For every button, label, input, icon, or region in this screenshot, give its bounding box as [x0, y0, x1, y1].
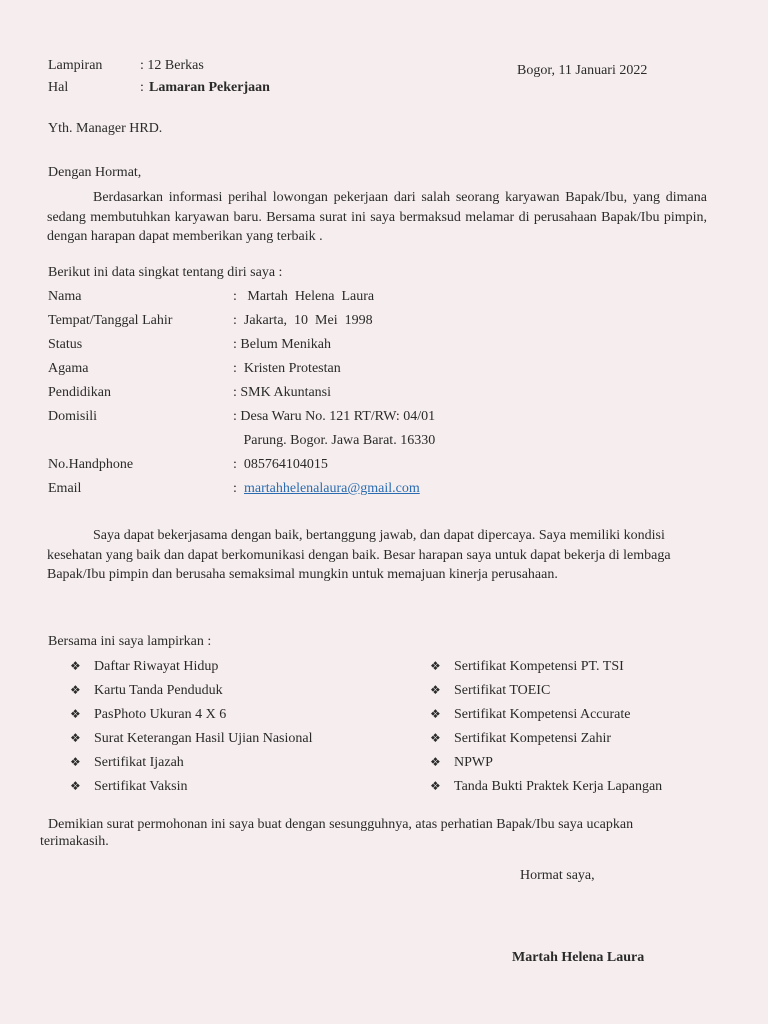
personal-data-row: [48, 337, 548, 357]
attachment-label: PasPhoto Ukuran 4 X 6: [94, 707, 227, 722]
personal-data-label: Pendidikan: [48, 385, 111, 400]
attachment-label: Sertifikat Vaksin: [94, 779, 188, 794]
personal-data-row: [48, 457, 548, 477]
email-row: [48, 481, 548, 501]
closing-line-1: Demikian surat permohonan ini saya buat dengan sesungguhnya, atas perhatian Bapak/Ibu saya ucapkan: [48, 817, 634, 832]
personal-data-label: Domisili: [48, 409, 98, 424]
closing-line-2: terimakasih.: [40, 834, 109, 849]
attachment-label: Sertifikat Ijazah: [94, 755, 184, 770]
attachment-item: [70, 755, 390, 775]
attachment-item: [70, 731, 390, 751]
personal-data-value: Parung. Bogor. Jawa Barat. 16330: [233, 433, 436, 448]
lampiran-value: : 12 Berkas: [140, 58, 204, 73]
intro-paragraph: Berdasarkan informasi perihal lowongan pekerjaan dari salah seorang karyawan Bapak/Ibu, yang dimana sedang membutuhkan karyawan baru. Bersama surat ini saya bermaksud melamar di perusahaan Bapak/Ibu pimpin, dengan harapan dapat memberikan yang terbaik .: [47, 190, 707, 244]
personal-data-row: [48, 289, 548, 309]
personal-data-row: [48, 313, 548, 333]
diamond-bullet-icon: ❖: [70, 683, 81, 697]
personal-data-row: [48, 361, 548, 381]
diamond-bullet-icon: ❖: [430, 731, 441, 745]
lampiran-label: Lampiran: [48, 58, 103, 73]
attachment-item: [430, 683, 750, 703]
attachment-item: [70, 707, 390, 727]
attachment-item: [430, 779, 750, 799]
attachment-item: [70, 659, 390, 679]
diamond-bullet-icon: ❖: [430, 755, 441, 769]
personal-data-value: : Jakarta, 10 Mei 1998: [233, 313, 373, 328]
attachment-label: Surat Keterangan Hasil Ujian Nasional: [94, 731, 313, 746]
email-link[interactable]: martahhelenalaura@gmail.com: [244, 481, 420, 496]
personal-data-label: Nama: [48, 289, 82, 304]
attachments-intro: Bersama ini saya lampirkan :: [48, 634, 212, 649]
data-intro: Berikut ini data singkat tentang diri saya :: [48, 265, 283, 280]
personal-data-value: : Kristen Protestan: [233, 361, 341, 376]
sign-off: Hormat saya,: [520, 868, 595, 883]
personal-data-label: Tempat/Tanggal Lahir: [48, 313, 173, 328]
personal-data-value: : 085764104015: [233, 457, 328, 472]
diamond-bullet-icon: ❖: [70, 659, 81, 673]
personal-data-value: : Belum Menikah: [233, 337, 331, 352]
place-date: Bogor, 11 Januari 2022: [517, 63, 648, 78]
diamond-bullet-icon: ❖: [430, 659, 441, 673]
attachment-item: [430, 755, 750, 775]
attachment-label: Sertifikat TOEIC: [454, 683, 551, 698]
personal-data-row: [48, 433, 548, 453]
diamond-bullet-icon: ❖: [70, 707, 81, 721]
personal-data-value: : Martah Helena Laura: [233, 289, 375, 304]
hal-label: Hal: [48, 80, 69, 95]
attachment-label: Kartu Tanda Penduduk: [94, 683, 223, 698]
closing-paragraph: Saya dapat bekerjasama dengan baik, bertanggung jawab, dan dapat dipercaya. Saya memiliki kondisi kesehatan yang baik dan dapat berkomunikasi dengan baik. Besar harapan saya untuk dapat bekerja di lembaga Bapak/Ibu pimpin dan berusaha semaksimal mungkin untuk memajuan kinerja perusahaan.: [47, 528, 671, 582]
diamond-bullet-icon: ❖: [70, 731, 81, 745]
attachment-label: Sertifikat Kompetensi Accurate: [454, 707, 631, 722]
personal-data-label: No.Handphone: [48, 457, 134, 472]
diamond-bullet-icon: ❖: [430, 707, 441, 721]
signature-name: Martah Helena Laura: [512, 950, 645, 965]
hal-colon: :: [140, 80, 144, 95]
personal-data-row: [48, 385, 548, 405]
personal-data-value: : Desa Waru No. 121 RT/RW: 04/01: [233, 409, 436, 424]
attachment-label: Sertifikat Kompetensi PT. TSI: [454, 659, 624, 674]
attachment-label: NPWP: [454, 755, 493, 770]
attachment-item: [430, 707, 750, 727]
email-colon: :: [233, 481, 237, 496]
personal-data-row: [48, 409, 548, 429]
attachment-label: Sertifikat Kompetensi Zahir: [454, 731, 612, 746]
diamond-bullet-icon: ❖: [430, 779, 441, 793]
salutation: Dengan Hormat,: [48, 165, 142, 180]
attachment-item: [430, 659, 750, 679]
email-label: Email: [48, 481, 82, 496]
diamond-bullet-icon: ❖: [70, 755, 81, 769]
personal-data-label: Agama: [48, 361, 89, 376]
attachment-item: [70, 683, 390, 703]
recipient: Yth. Manager HRD.: [48, 121, 163, 136]
personal-data-label: Status: [48, 337, 83, 352]
diamond-bullet-icon: ❖: [70, 779, 81, 793]
attachment-label: Daftar Riwayat Hidup: [94, 659, 219, 674]
attachment-item: [70, 779, 390, 799]
personal-data-value: : SMK Akuntansi: [233, 385, 332, 400]
hal-value: Lamaran Pekerjaan: [149, 80, 270, 95]
attachment-label: Tanda Bukti Praktek Kerja Lapangan: [454, 779, 663, 794]
attachment-item: [430, 731, 750, 751]
diamond-bullet-icon: ❖: [430, 683, 441, 697]
